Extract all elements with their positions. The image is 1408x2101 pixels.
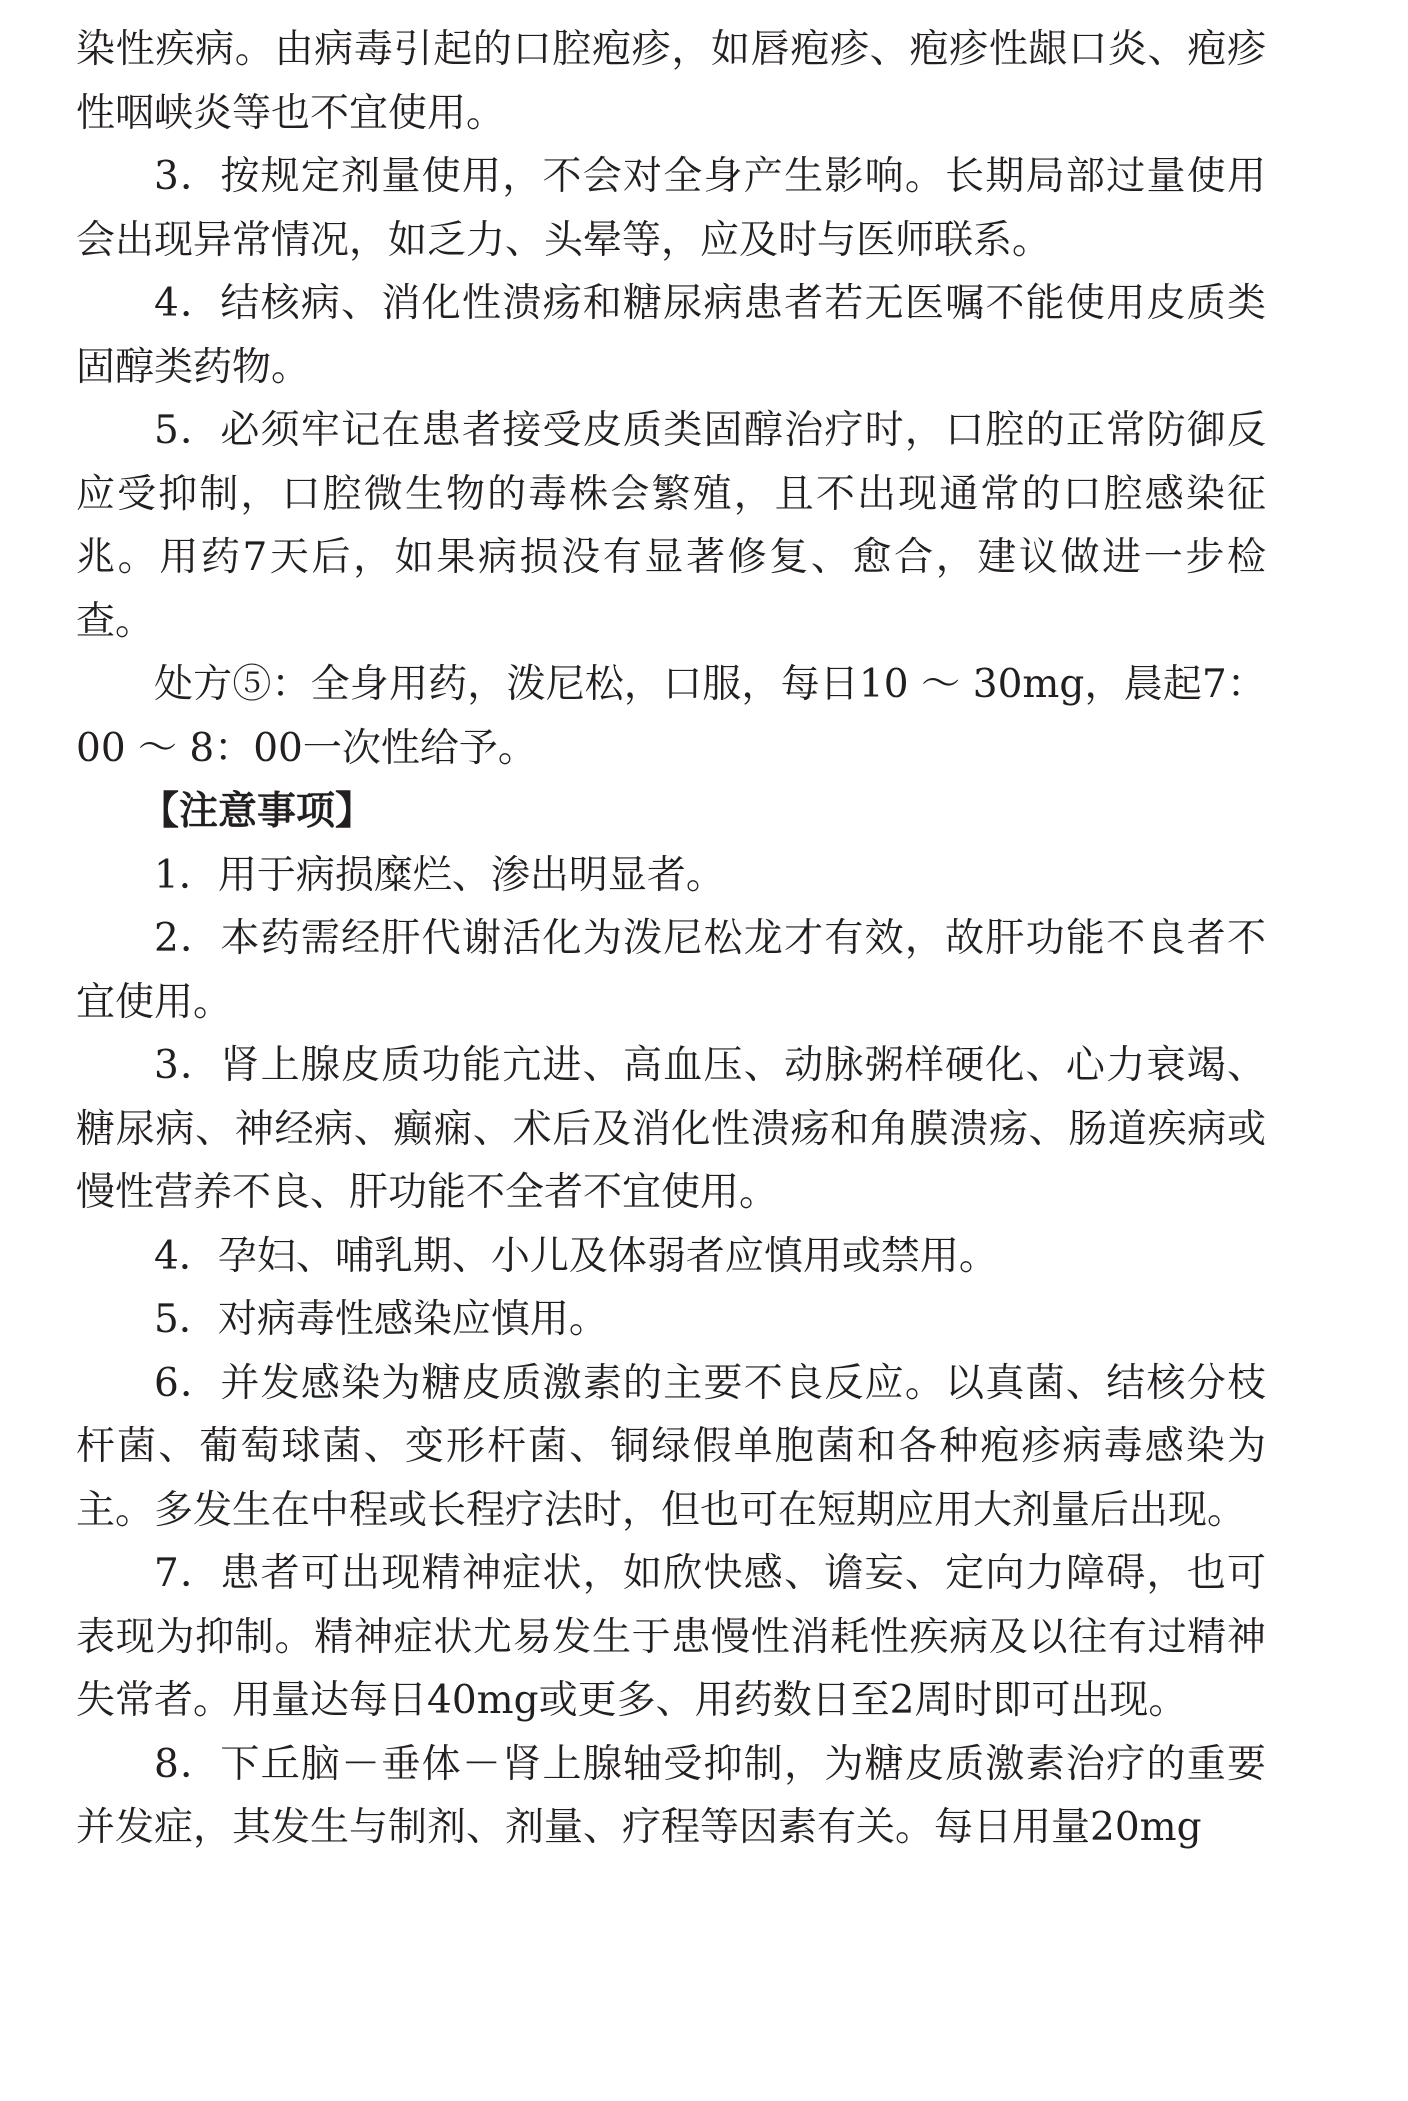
paragraph-continuation: 染性疾病。由病毒引起的口腔疱疹，如唇疱疹、疱疹性龈口炎、疱疹性咽峡炎等也不宜使用。 — [76, 27, 1266, 136]
paragraph-item-4: 4．结核病、消化性溃疡和糖尿病患者若无医嘱不能使用皮质类固醇类药物。 — [76, 281, 1266, 390]
paragraph-item-3: 3．按规定剂量使用，不会对全身产生影响。长期局部过量使用会出现异常情况，如乏力、头晕等，应及时与医师联系。 — [76, 154, 1266, 263]
note-item-5: 5．对病毒性感染应慎用。 — [154, 1297, 608, 1342]
note-item-6: 6．并发感染为糖皮质激素的主要不良反应。以真菌、结核分枝杆菌、葡萄球菌、变形杆菌、铜绿假单胞菌和各种疱疹病毒感染为主。多发生在中程或长程疗法时，但也可在短期应用大剂量后出现。 — [76, 1360, 1266, 1533]
document-page — [76, 18, 1266, 1860]
prescription-5: 处方⑤：全身用药，泼尼松，口服，每日10 ～ 30mg，晨起7：00 ～ 8：00一次性给予。 — [76, 662, 1266, 771]
note-item-2: 2．本药需经肝代谢活化为泼尼松龙才有效，故肝功能不良者不宜使用。 — [76, 916, 1266, 1025]
note-item-8: 8．下丘脑－垂体－肾上腺轴受抑制，为糖皮质激素治疗的重要并发症，其发生与制剂、剂量、疗程等因素有关。每日用量20mg — [76, 1741, 1266, 1850]
note-item-3: 3．肾上腺皮质功能亢进、高血压、动脉粥样硬化、心力衰竭、糖尿病、神经病、癫痫、术后及消化性溃疡和角膜溃疡、肠道疾病或慢性营养不良、肝功能不全者不宜使用。 — [76, 1043, 1266, 1215]
section-heading-precautions: 【注意事项】 — [140, 789, 375, 834]
paragraph-item-5: 5．必须牢记在患者接受皮质类固醇治疗时，口腔的正常防御反应受抑制，口腔微生物的毒株会繁殖，且不出现通常的口腔感染征兆。用药7天后，如果病损没有显著修复、愈合，建议做进一步检查。 — [76, 408, 1266, 644]
note-item-4: 4．孕妇、哺乳期、小儿及体弱者应慎用或禁用。 — [154, 1233, 998, 1279]
note-item-1: 1．用于病损糜烂、渗出明显者。 — [154, 852, 725, 898]
note-item-7: 7．患者可出现精神症状，如欣快感、谵妄、定向力障碍，也可表现为抑制。精神症状尤易发生于患慢性消耗性疾病及以往有过精神失常者。用量达每日40mg或更多、用药数日至2周时即可出现。 — [76, 1551, 1266, 1723]
